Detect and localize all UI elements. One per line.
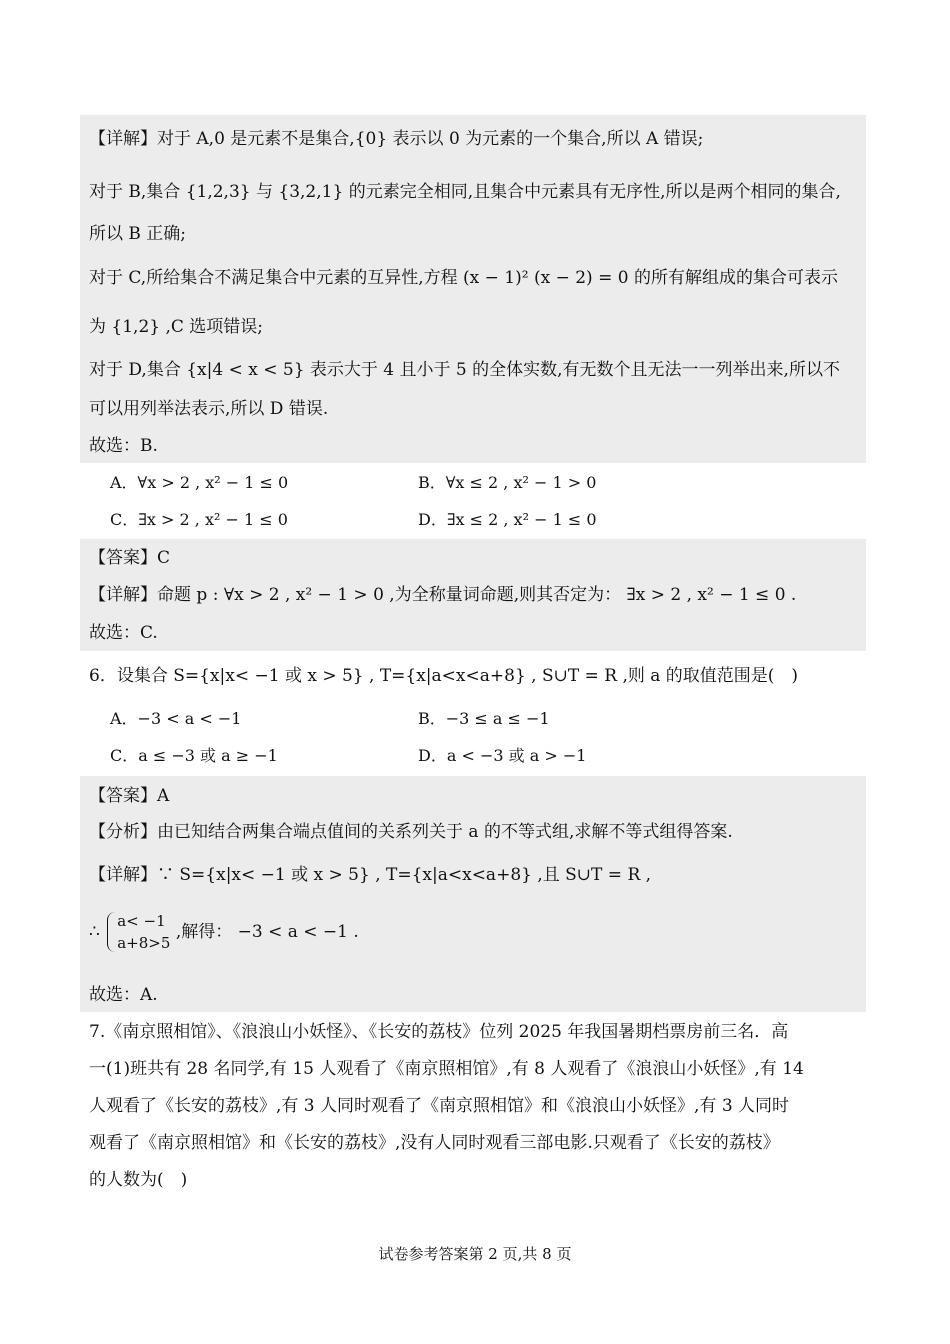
q6-option-a: A．−3 < a < −1 [110,709,242,728]
detail-line-5: 为 {1,2} ,C 选项错误; [89,317,264,337]
q5-option-d: D．∃x ≤ 2 , x² − 1 ≤ 0 [418,510,597,529]
q5-option-b: B．∀x ≤ 2 , x² − 1 > 0 [418,473,597,492]
question-7-line-5: 的人数为( ) [89,1170,188,1190]
system-brace [105,910,170,954]
therefore-symbol: ∴ [89,922,100,942]
solution-panel-q6 [80,776,866,1012]
q6-option-c: C．a ≤ −3 或 a ≥ −1 [110,746,278,765]
q6-option-d: D．a < −3 或 a > −1 [418,746,587,765]
system-line-1: a< −1 [117,912,166,930]
solve-text: ,解得： −3 < a < −1 . [175,922,359,942]
answer-label: 【答案】A [89,786,170,806]
analysis-line: 【分析】由已知结合两集合端点值间的关系列关于 a 的不等式组,求解不等式组得答案. [89,822,733,842]
detail-line-7: 可以用列举法表示,所以 D 错误. [89,399,329,419]
question-7-line-3: 人观看了《长安的荔枝》,有 3 人同时观看了《南京照相馆》和《浪浪山小妖怪》,有 3 人同时 [89,1096,790,1116]
detail-line-1: 【详解】对于 A,0 是元素不是集合,{0} 表示以 0 为元素的一个集合,所以 A 错误; [89,129,704,149]
detail-line: 【详解】命题 p : ∀x > 2 , x² − 1 > 0 ,为全称量词命题,则其否定为： ∃x > 2 , x² − 1 ≤ 0 . [89,585,797,605]
detail-line-3: 所以 B 正确; [89,224,187,244]
q6-option-b: B．−3 ≤ a ≤ −1 [418,709,550,728]
inequality-system [89,910,359,954]
detail-line-2: 对于 B,集合 {1,2,3} 与 {3,2,1} 的元素完全相同,且集合中元素具有无序性,所以是两个相同的集合, [89,182,841,202]
question-7-line-1: 7.《南京照相馆》、《浪浪山小妖怪》、《长安的荔枝》位列 2025 年我国暑期档票房前三名．高 [89,1022,789,1042]
system-line-2: a+8>5 [117,934,171,952]
question-7-line-2: 一(1)班共有 28 名同学,有 15 人观看了《南京照相馆》,有 8 人观看了《浪浪山小妖怪》,有 14 [89,1059,804,1079]
choose-line: 故选：C. [89,623,158,643]
choose-line: 故选：B. [89,436,158,456]
choose-line: 故选：A. [89,985,158,1005]
page-footer: 试卷参考答案第 2 页,共 8 页 [378,1245,572,1263]
detail-line: 【详解】∵ S={x|x< −1 或 x > 5} , T={x|a<x<a+8} ,且 S∪T = R , [89,865,652,885]
answer-label: 【答案】C [89,548,171,568]
q5-option-a: A．∀x > 2 , x² − 1 ≤ 0 [110,473,289,492]
detail-line-6: 对于 D,集合 {x|4 < x < 5} 表示大于 4 且小于 5 的全体实数,有无数个且无法一一列举出来,所以不 [89,360,840,380]
question-7-line-4: 观看了《南京照相馆》和《长安的荔枝》,没有人同时观看三部电影.只观看了《长安的荔枝》 [89,1133,780,1153]
q5-option-c: C．∃x > 2 , x² − 1 ≤ 0 [110,510,288,529]
question-6-stem: 6．设集合 S={x|x< −1 或 x > 5} , T={x|a<x<a+8} , S∪T = R ,则 a 的取值范围是( ) [89,666,799,686]
detail-line-4: 对于 C,所给集合不满足集合中元素的互异性,方程 (x − 1)² (x − 2) = 0 的所有解组成的集合可表示 [89,268,838,288]
